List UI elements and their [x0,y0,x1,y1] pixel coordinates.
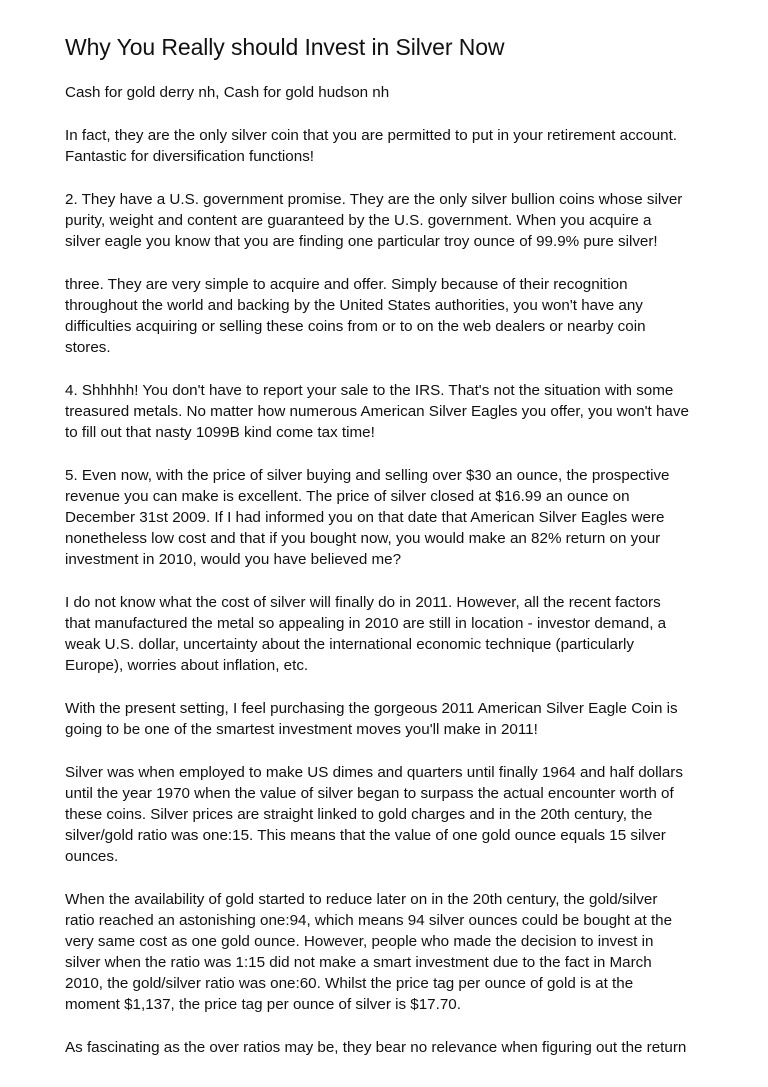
paragraph-1: In fact, they are the only silver coin that you are permitted to put in your retirement account. Fantastic for diversification functions! [65,127,678,165]
page-subtitle: Cash for gold derry nh, Cash for gold hudson nh [65,84,390,101]
paragraph-3: three. They are very simple to acquire and offer. Simply because of their recognition throughout the world and backing by the United States authorities, you won't have any difficulties acquiring or selling these coins from or to on the web dealers or nearby coin stores. [65,276,646,356]
paragraph-7: With the present setting, I feel purchasing the gorgeous 2011 American Silver Eagle Coin is going to be one of the smartest investment moves you'll make in 2011! [65,700,678,738]
page-title: Why You Really should Invest in Silver Now [65,34,505,60]
paragraph-4: 4. Shhhhh! You don't have to report your sale to the IRS. That's not the situation with some treasured metals. No matter how numerous American Silver Eagles you offer, you won't have to fill out that nasty 1099B kind come tax time! [65,382,689,441]
paragraph-5: 5. Even now, with the price of silver buying and selling over $30 an ounce, the prospective revenue you can make is excellent. The price of silver closed at $16.99 an ounce on December 31st 2009. If I had informed you on that date that American Silver Eagles were nonetheless low cost and that if you bought now, you would make an 82% return on your investment in 2010, would you have believed me? [65,467,670,568]
paragraph-2: 2. They have a U.S. government promise. They are the only silver bullion coins whose silver purity, weight and content are guaranteed by the U.S. government. When you acquire a silver eagle you know that you are finding one particular troy ounce of 99.9% pure silver! [65,191,683,250]
paragraph-6: I do not know what the cost of silver will finally do in 2011. However, all the recent factors that manufactured the metal so appealing in 2010 are still in location - investor demand, a weak U.S. dollar, uncertainty about the international economic technique (particularly Europe), worries about inflation, etc. [65,594,667,674]
document-body [65,32,715,1080]
paragraph-10: As fascinating as the over ratios may be, they bear no relevance when figuring out the return [65,1039,687,1056]
paragraph-8: Silver was when employed to make US dimes and quarters until finally 1964 and half dollars until the year 1970 when the value of silver began to surpass the actual encounter worth of these coins. Silver prices are straight linked to gold charges and in the 20th century, the silver/gold ratio was one:15. This means that the value of one gold ounce equals 15 silver ounces. [65,764,683,865]
paragraph-9: When the availability of gold started to reduce later on in the 20th century, the gold/silver ratio reached an astonishing one:94, which means 94 silver ounces could be bought at the very same cost as one gold ounce. However, people who made the decision to invest in silver when the ratio was 1:15 did not make a smart investment due to the fact in March 2010, the gold/silver ratio was one:60. Whilst the price tag per ounce of gold is at the moment $1,137, the price tag per ounce of silver is $17.70. [65,891,673,1013]
